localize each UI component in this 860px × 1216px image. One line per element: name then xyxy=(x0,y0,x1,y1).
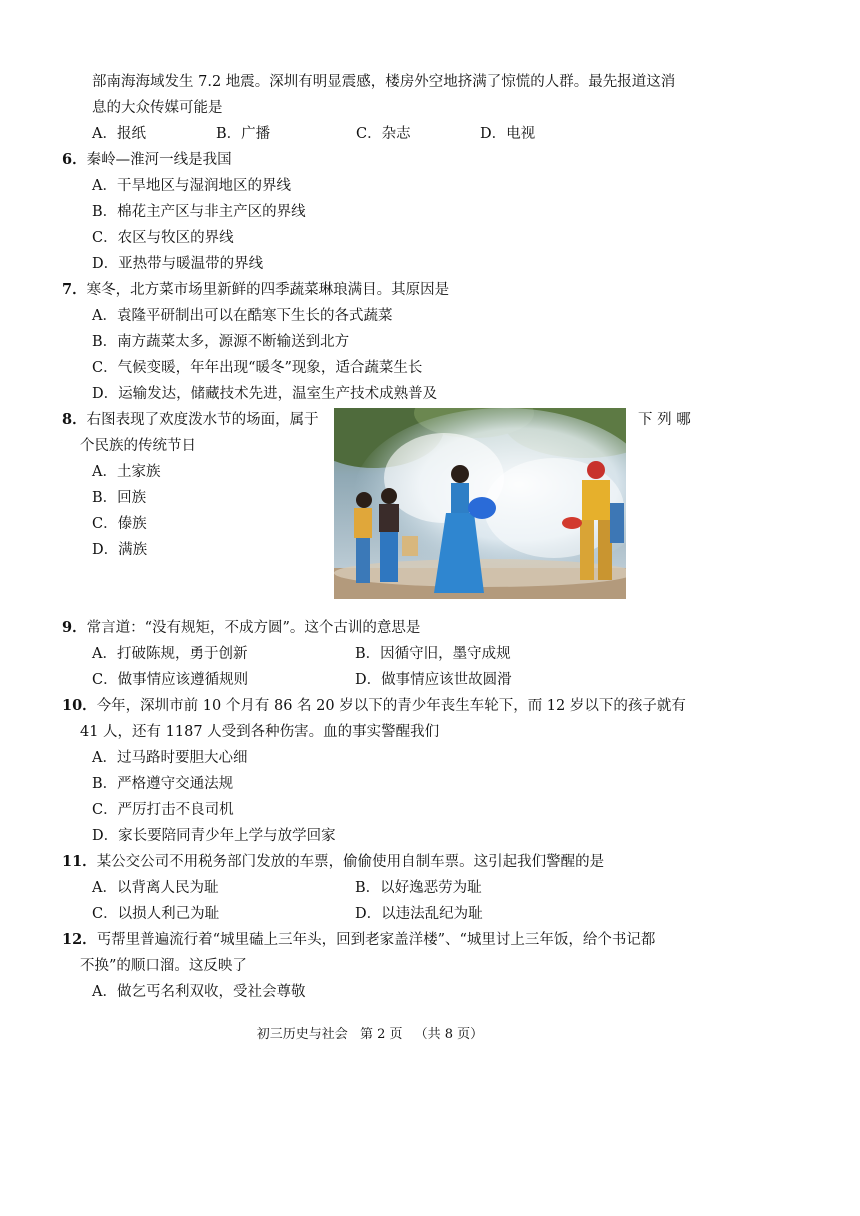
q9-option-d: D．做事情应该世故圆滑 xyxy=(355,672,512,688)
q8-option-a: A．土家族 xyxy=(92,464,161,480)
q8-option-d: D．满族 xyxy=(92,542,148,558)
q9-option-a: A．打破陈规，勇于创新 xyxy=(92,646,248,662)
footer-subject: 初三历史与社会 xyxy=(256,1027,348,1042)
q12-stem-line2: 不换”的顺口溜。这反映了 xyxy=(80,958,247,974)
q5-option-c: C．杂志 xyxy=(356,126,411,142)
q7-number: 7． xyxy=(62,281,87,298)
q11-option-c: C．以损人利己为耻 xyxy=(92,906,220,922)
q6-option-d: D．亚热带与暖温带的界线 xyxy=(92,256,264,272)
q5-stem-line1: 部南海海域发生 7.2 地震。深圳有明显震感，楼房外空地挤满了惊慌的人群。最先报道这消 xyxy=(92,74,676,90)
q8-stem-line2: 个民族的传统节日 xyxy=(80,438,196,454)
q11-stem xyxy=(62,852,604,872)
q8-stem-left: 右图表现了欢度泼水节的场面，属于 xyxy=(86,412,319,428)
q11-stem-text: 某公交公司不用税务部门发放的车票，偷偷使用自制车票。这引起我们警醒的是 xyxy=(96,854,605,870)
footer-total: （共 8 页） xyxy=(414,1027,484,1042)
q11-number: 11． xyxy=(62,853,97,870)
q8-number: 8． xyxy=(62,411,87,428)
water-splashing-festival-photo xyxy=(334,408,626,599)
q10-option-a: A．过马路时要胆大心细 xyxy=(92,750,248,766)
q6-number: 6． xyxy=(62,151,87,168)
q7-option-b: B．南方蔬菜太多，源源不断输送到北方 xyxy=(92,334,350,350)
q8-stem-right: 下 列 哪 xyxy=(638,412,691,428)
q5-stem-line2: 息的大众传媒可能是 xyxy=(92,100,223,116)
q12-stem-line1: 丐帮里普遍流行着“城里磕上三年头，回到老家盖洋楼”、“城里讨上三年饭，给个书记都 xyxy=(96,932,656,948)
q12-number: 12． xyxy=(62,931,97,948)
q6-stem xyxy=(62,150,232,170)
q9-number: 9． xyxy=(62,619,87,636)
footer-page: 第 2 页 xyxy=(359,1027,403,1042)
q10-option-c: C．严厉打击不良司机 xyxy=(92,802,234,818)
q9-option-c: C．做事情应该遵循规则 xyxy=(92,672,249,688)
q12-option-a: A．做乞丐名利双收，受社会尊敬 xyxy=(92,984,306,1000)
q9-stem-text: 常言道：“没有规矩，不成方圆”。这个古训的意思是 xyxy=(86,620,421,636)
q8-option-c: C．傣族 xyxy=(92,516,147,532)
q7-stem xyxy=(62,280,449,300)
q5-option-b: B．广播 xyxy=(216,126,271,142)
q6-stem-text: 秦岭—淮河一线是我国 xyxy=(86,152,232,168)
q10-option-d: D．家长要陪同青少年上学与放学回家 xyxy=(92,828,336,844)
q7-option-a: A．袁隆平研制出可以在酷寒下生长的各式蔬菜 xyxy=(92,308,393,324)
page-footer xyxy=(0,1026,740,1044)
q12-stem xyxy=(62,930,655,950)
q6-option-a: A．干旱地区与湿润地区的界线 xyxy=(92,178,291,194)
q11-option-a: A．以背离人民为耻 xyxy=(92,880,219,896)
q7-option-d: D．运输发达，储藏技术先进，温室生产技术成熟普及 xyxy=(92,386,438,402)
q10-stem-line1: 今年，深圳市前 10 个月有 86 名 20 岁以下的青少年丧生车轮下，而 12 岁以下的孩子就有 xyxy=(96,698,686,714)
q6-option-c: C．农区与牧区的界线 xyxy=(92,230,234,246)
q8-option-b: B．回族 xyxy=(92,490,147,506)
q10-number: 10． xyxy=(62,697,97,714)
q8-stem xyxy=(62,410,319,430)
q6-option-b: B．棉花主产区与非主产区的界线 xyxy=(92,204,306,220)
q9-stem xyxy=(62,618,420,638)
q10-stem-line2: 41 人，还有 1187 人受到各种伤害。血的事实警醒我们 xyxy=(80,724,440,740)
q7-stem-text: 寒冬，北方菜市场里新鲜的四季蔬菜琳琅满目。其原因是 xyxy=(86,282,450,298)
q5-option-a: A．报纸 xyxy=(92,126,146,142)
q11-option-d: D．以违法乱纪为耻 xyxy=(355,906,483,922)
q10-stem xyxy=(62,696,686,716)
q10-option-b: B．严格遵守交通法规 xyxy=(92,776,234,792)
q11-option-b: B．以好逸恶劳为耻 xyxy=(355,880,482,896)
q7-option-c: C．气候变暖，年年出现“暖冬”现象，适合蔬菜生长 xyxy=(92,360,423,376)
q9-option-b: B．因循守旧，墨守成规 xyxy=(355,646,511,662)
q5-option-d: D．电视 xyxy=(480,126,536,142)
